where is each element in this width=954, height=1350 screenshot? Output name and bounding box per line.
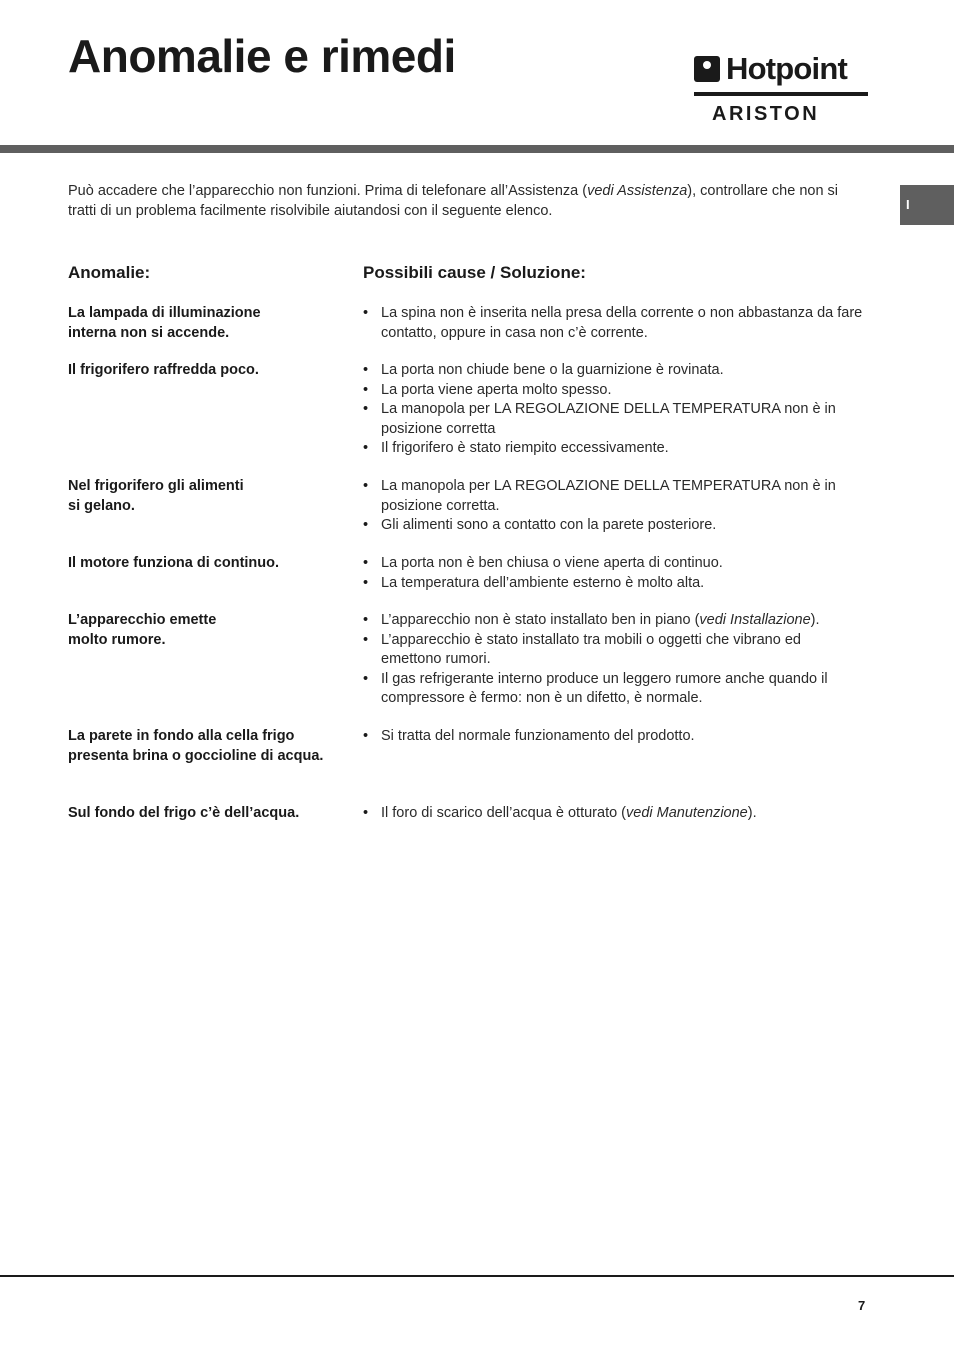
brand-mark-icon: [694, 56, 720, 82]
cause-item: [363, 804, 863, 824]
cause-item: • La porta non è ben chiusa o viene aperta di continuo.: [363, 554, 863, 574]
cause-list: [363, 477, 863, 536]
cause-list: [363, 727, 863, 747]
page-number: 7: [858, 1298, 866, 1313]
anomaly-label: La parete in fondo alla cella frigo presenta brina o goccioline di acqua.: [68, 728, 324, 764]
cause-list: [363, 554, 863, 593]
column-header-causes: Possibili cause / Soluzione:: [363, 263, 586, 282]
brand-logo: [694, 52, 868, 126]
cause-text: Il foro di scarico dell’acqua è otturato (: [381, 805, 627, 821]
cause-item: • La porta viene aperta molto spesso.: [363, 381, 863, 401]
brand-sub: ARISTON: [712, 103, 820, 125]
cause-item: • L’apparecchio è stato installato tra mobili o oggetti che vibrano ed emettono rumori.: [363, 631, 863, 670]
anomaly-label: Il frigorifero raffredda poco.: [68, 362, 259, 378]
cause-list: [363, 611, 863, 709]
cause-item: • Si tratta del normale funzionamento del prodotto.: [363, 727, 863, 747]
cause-list: [363, 361, 863, 459]
cause-item: • Il gas refrigerante interno produce un leggero rumore anche quando il compressore è fermo: non è un difetto, è normale.: [363, 670, 863, 709]
brand-divider: [694, 92, 868, 96]
brand-name: Hotpoint: [726, 51, 847, 86]
anomaly-label: La lampada di illuminazione interna non si accende.: [68, 305, 261, 341]
intro-text-after: ), controllare che non si tratti di un problema facilmente risolvibile aiutandosi con il seguente elenco.: [68, 183, 839, 219]
cause-item: • La manopola per LA REGOLAZIONE DELLA TEMPERATURA non è in posizione corretta.: [363, 477, 863, 516]
anomaly-label: Sul fondo del frigo c’è dell’acqua.: [68, 805, 300, 821]
cause-list: [363, 804, 863, 824]
cause-reference: vedi Manutenzione: [626, 805, 748, 821]
intro-text-before: Può accadere che l’apparecchio non funzioni. Prima di telefonare all’Assistenza (: [68, 183, 588, 199]
cause-item: • La porta non chiude bene o la guarnizione è rovinata.: [363, 361, 863, 381]
cause-item: • La manopola per LA REGOLAZIONE DELLA TEMPERATURA non è in posizione corretta: [363, 400, 863, 439]
intro-paragraph: [68, 181, 848, 221]
cause-suffix: ).: [810, 612, 820, 628]
cause-item: • Gli alimenti sono a contatto con la parete posteriore.: [363, 516, 863, 536]
cause-list: [363, 304, 863, 343]
cause-item: [363, 611, 863, 631]
cause-reference: vedi Installazione: [699, 612, 811, 628]
anomaly-label: Il motore funziona di continuo.: [68, 555, 280, 571]
anomaly-label: Nel frigorifero gli alimenti si gelano.: [68, 478, 244, 514]
footer-rule: [0, 1275, 954, 1277]
page-title: Anomalie e rimedi: [68, 30, 456, 82]
cause-item: • La temperatura dell’ambiente esterno è molto alta.: [363, 574, 863, 594]
anomaly-label: L’apparecchio emette molto rumore.: [68, 612, 217, 648]
cause-text: L’apparecchio non è stato installato ben in piano (: [381, 612, 700, 628]
intro-reference: vedi Assistenza: [587, 183, 688, 199]
column-header-anomalies: Anomalie:: [68, 263, 151, 282]
cause-item: • Il frigorifero è stato riempito eccessivamente.: [363, 439, 863, 459]
language-tab: I: [900, 185, 954, 225]
header-rule: [0, 145, 954, 153]
cause-item: • La spina non è inserita nella presa della corrente o non abbastanza da fare contatto, oppure in casa non c’è corrente.: [363, 304, 863, 343]
cause-suffix: ).: [747, 805, 757, 821]
